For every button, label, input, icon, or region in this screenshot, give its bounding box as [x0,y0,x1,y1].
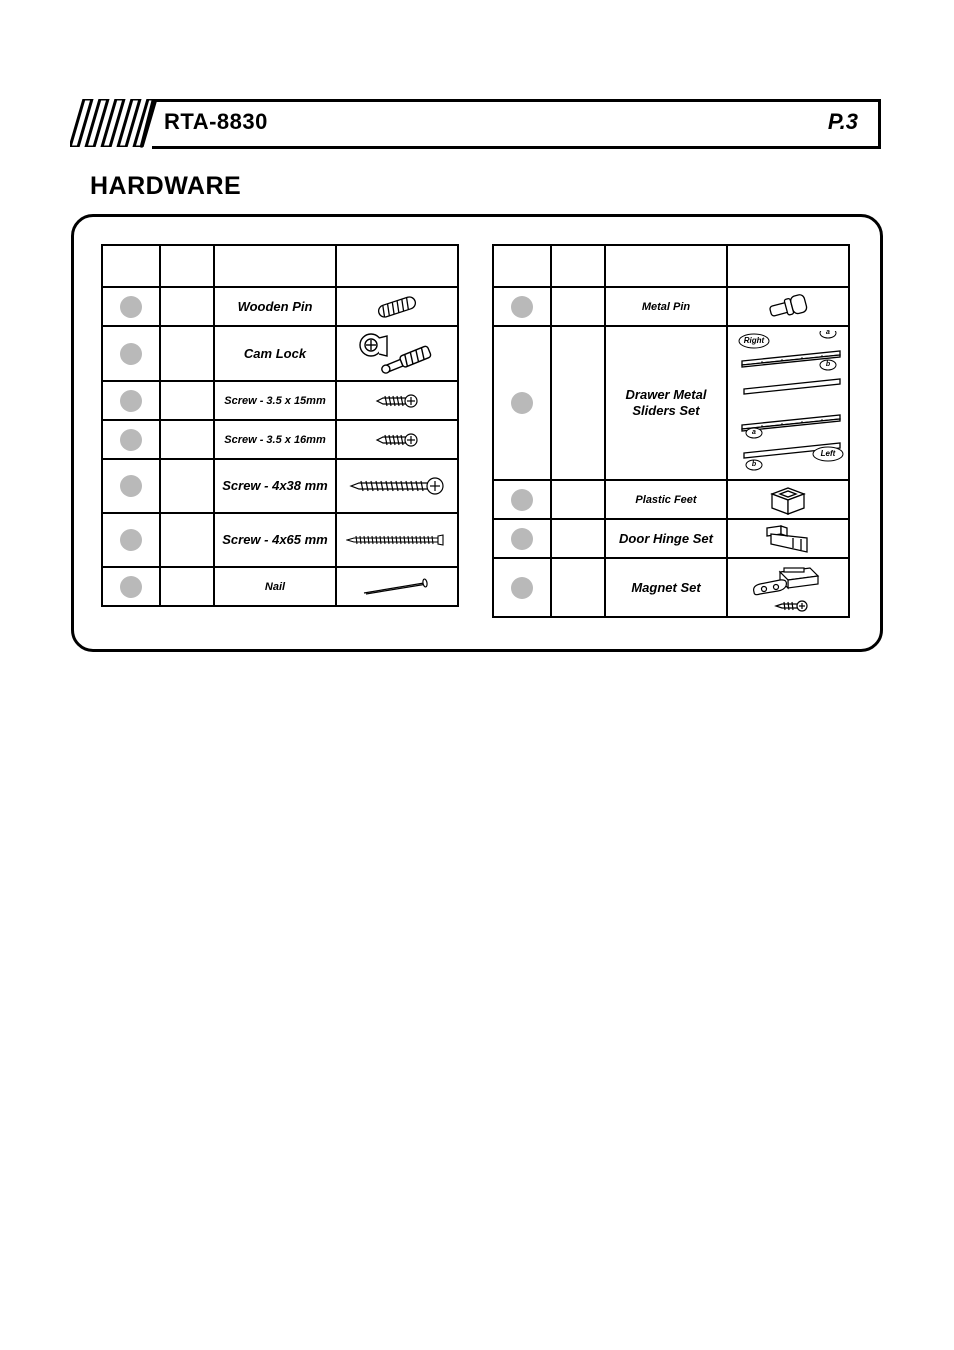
qty-cell [160,459,214,513]
part-picture [727,287,849,326]
part-name: Screw - 4x38 mm [214,459,336,513]
qty-cell [551,287,605,326]
qty-cell [160,326,214,381]
part-name: Screw - 3.5 x 16mm [214,420,336,459]
part-picture [336,567,458,606]
qty-cell [160,567,214,606]
table-row [102,459,458,513]
qty-cell [160,381,214,420]
part-name: Screw - 3.5 x 15mm [214,381,336,420]
cam-lock-icon [357,330,437,378]
part-dot [102,420,160,459]
header-cell [214,245,336,287]
part-dot [493,287,551,326]
hardware-table-left [101,244,459,607]
part-name: Magnet Set [605,558,727,617]
short-screw-icon [375,430,419,450]
table-row [493,287,849,326]
nail-icon [362,578,432,596]
part-name: Plastic Feet [605,480,727,519]
table-row [102,513,458,567]
metal-pin-icon [766,293,810,321]
table-header-row [493,245,849,287]
part-name: Door Hinge Set [605,519,727,558]
section-title: HARDWARE [90,172,242,200]
part-dot [102,513,160,567]
qty-cell [551,558,605,617]
table-header-row [102,245,458,287]
door-hinge-icon [763,524,813,554]
part-name: Drawer Metal Sliders Set [605,326,727,480]
slider-label-b: b [825,361,831,368]
part-picture [336,513,458,567]
table-row [493,480,849,519]
part-dot [493,558,551,617]
plastic-feet-icon [768,484,808,516]
table-row [102,326,458,381]
table-row [102,567,458,606]
part-dot [102,567,160,606]
header-cell [605,245,727,287]
page-number: P.3 [827,109,858,134]
part-picture [727,519,849,558]
slider-label-b: b [751,461,757,468]
table-row [493,519,849,558]
table-row [493,326,849,480]
part-dot [102,381,160,420]
hardware-table-right [492,244,850,618]
part-dot [493,480,551,519]
part-name: Screw - 4x65 mm [214,513,336,567]
qty-cell [160,513,214,567]
part-name: Nail [214,567,336,606]
part-name: Cam Lock [214,326,336,381]
part-name: Metal Pin [605,287,727,326]
table-row [102,381,458,420]
extra-long-screw-icon [346,533,448,547]
slider-label-right: Right [743,336,765,345]
long-screw-icon [349,474,445,498]
part-dot [493,519,551,558]
part-name: Wooden Pin [214,287,336,326]
part-picture [727,558,849,617]
magnet-icon [750,562,826,614]
table-row [102,287,458,326]
part-picture [336,326,458,381]
qty-cell [160,287,214,326]
table-row [493,558,849,617]
header-cell [102,245,160,287]
part-dot [102,459,160,513]
part-dot [493,326,551,480]
qty-cell [551,480,605,519]
header-cell [727,245,849,287]
qty-cell [551,326,605,480]
part-picture [727,326,849,480]
short-screw-icon [375,391,419,411]
header-slant [140,99,154,149]
header-cell [551,245,605,287]
drawer-slider-icon [732,331,844,475]
table-row [102,420,458,459]
wooden-pin-icon [372,294,422,320]
slider-label-a: a [826,329,830,336]
part-dot [102,287,160,326]
slider-label-left: Left [820,449,836,458]
part-picture [727,480,849,519]
page-header [70,99,882,147]
model-number: RTA-8830 [164,109,268,134]
qty-cell [160,420,214,459]
header-cell [336,245,458,287]
qty-cell [551,519,605,558]
part-dot [102,326,160,381]
part-picture [336,459,458,513]
part-picture [336,287,458,326]
part-picture [336,381,458,420]
header-cell [160,245,214,287]
slider-label-a: a [752,429,756,436]
part-picture [336,420,458,459]
header-cell [493,245,551,287]
